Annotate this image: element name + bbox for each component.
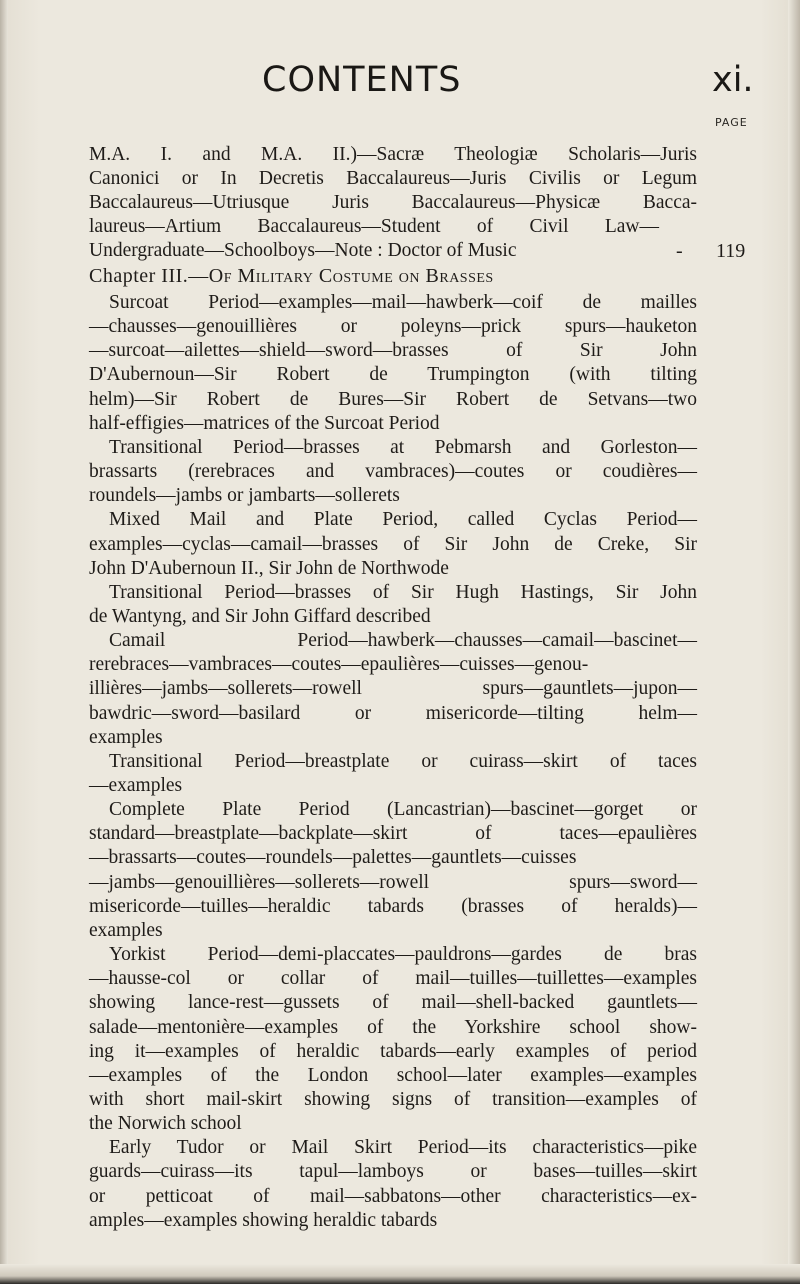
entry-line: laureus—Artium Baccalaureus—Student of Civil Law— (89, 216, 659, 237)
entry-line: Undergraduate—Schoolboys—Note : Doctor of Music (89, 240, 517, 261)
body-line: Surcoat Period—examples—mail—hawberk—coif de mailles (109, 292, 697, 313)
entry-line: Baccalaureus—Utriusque Juris Baccalaureus—Physicæ Bacca- (89, 192, 697, 213)
body-line: amples—examples showing heraldic tabards (89, 1209, 438, 1231)
body-line: salade—mentonière—examples of the Yorkshire school show- (89, 1016, 697, 1038)
entry-page-number: 119 (716, 240, 746, 262)
body-line: —surcoat—ailettes—shield—sword—brasses of Sir John (89, 340, 697, 362)
body-line: ing it—examples of heraldic tabards—early examples of period (89, 1040, 697, 1062)
body-line: —brassarts—coutes—roundels—palettes—gauntlets—cuisses (89, 847, 577, 869)
body-line: or petticoat of mail—sabbatons—other characteristics—ex- (89, 1185, 697, 1207)
body-line: showing lance-rest—gussets of mail—shell-backed gauntlets— (89, 992, 697, 1014)
body-line: helm)—Sir Robert de Bures—Sir Robert de Setvans—two (89, 388, 697, 410)
page-number: xi. (712, 60, 754, 100)
body-line: D'Aubernoun—Sir Robert de Trumpington (with tilting (89, 364, 697, 386)
body-line: Mixed Mail and Plate Period, called Cyclas Period— (109, 509, 697, 531)
running-header (0, 60, 800, 108)
page-edge-right (788, 0, 800, 1284)
body-line: half-effigies—matrices of the Surcoat Period (89, 412, 440, 434)
body-line: with short mail-skirt showing signs of transition—examples of (89, 1088, 697, 1110)
body-line: Transitional Period—brasses of Sir Hugh Hastings, Sir John (109, 581, 697, 603)
body-line: misericorde—tuilles—heraldic tabards (brasses of heralds)— (89, 895, 697, 917)
body-line: Transitional Period—brasses at Pebmarsh and Gorleston— (109, 436, 697, 458)
body-line: Yorkist Period—demi-placcates—pauldrons—gardes de bras (109, 944, 697, 966)
body-line: the Norwich school (89, 1113, 242, 1135)
body-line: examples (89, 919, 163, 941)
body-line: Complete Plate Period (Lancastrian)—bascinet—gorget or (109, 799, 697, 821)
body-line: —chausses—genouillières or poleyns—prick spurs—hauketon (89, 316, 697, 338)
body-line: —examples of the London school—later examples—examples (89, 1064, 697, 1086)
body-line: rerebraces—vambraces—coutes—epaulières—cuisses—genou- (89, 654, 589, 676)
running-title: CONTENTS (262, 60, 462, 100)
leader-dash: - (676, 240, 683, 262)
body-line: de Wantyng, and Sir John Giffard described (89, 605, 431, 627)
body-line: examples—cyclas—camail—brasses of Sir John de Creke, Sir (89, 533, 697, 555)
entry-line: Canonici or In Decretis Baccalaureus—Juris Civilis or Legum (89, 168, 697, 189)
body-line: roundels—jambs or jambarts—sollerets (89, 485, 400, 507)
body-line: —hausse-col or collar of mail—tuilles—tuillettes—examples (89, 968, 697, 990)
gutter-shadow (0, 0, 8, 1284)
chapter-heading: Chapter III.—Of Military Costume on Brasses (89, 265, 494, 287)
body-line: —examples (89, 775, 183, 796)
body-line: illières—jambs—sollerets—rowell spurs—gauntlets—jupon— (89, 678, 697, 700)
body-line: examples (89, 726, 163, 748)
body-line: brassarts (rerebraces and vambraces)—coutes or coudières— (89, 461, 697, 483)
entry-line: M.A. I. and M.A. II.)—Sacræ Theologiæ Scholaris—Juris (89, 144, 697, 165)
body-line: bawdric—sword—basilard or misericorde—tilting helm— (89, 702, 697, 724)
chapter-label: Chapter III. (89, 265, 189, 287)
body-line: Early Tudor or Mail Skirt Period—its characteristics—pike (109, 1137, 697, 1159)
page-edge-bottom (0, 1264, 800, 1284)
body-line: Transitional Period—breastplate or cuirass—skirt of taces (109, 750, 697, 772)
body-line: standard—breastplate—backplate—skirt of taces—epaulières (89, 823, 697, 845)
body-line: Camail Period—hawberk—chausses—camail—bascinet— (109, 630, 697, 652)
body-line: guards—cuirass—its tapul—lamboys or bases—tuilles—skirt (89, 1161, 697, 1183)
body-line: —jambs—genouillières—sollerets—rowell spurs—sword— (89, 871, 697, 893)
chapter-title: Of Military Costume on Brasses (208, 265, 494, 287)
page-column-label: PAGE (715, 116, 748, 129)
body-line: John D'Aubernoun II., Sir John de Northwode (89, 557, 449, 579)
